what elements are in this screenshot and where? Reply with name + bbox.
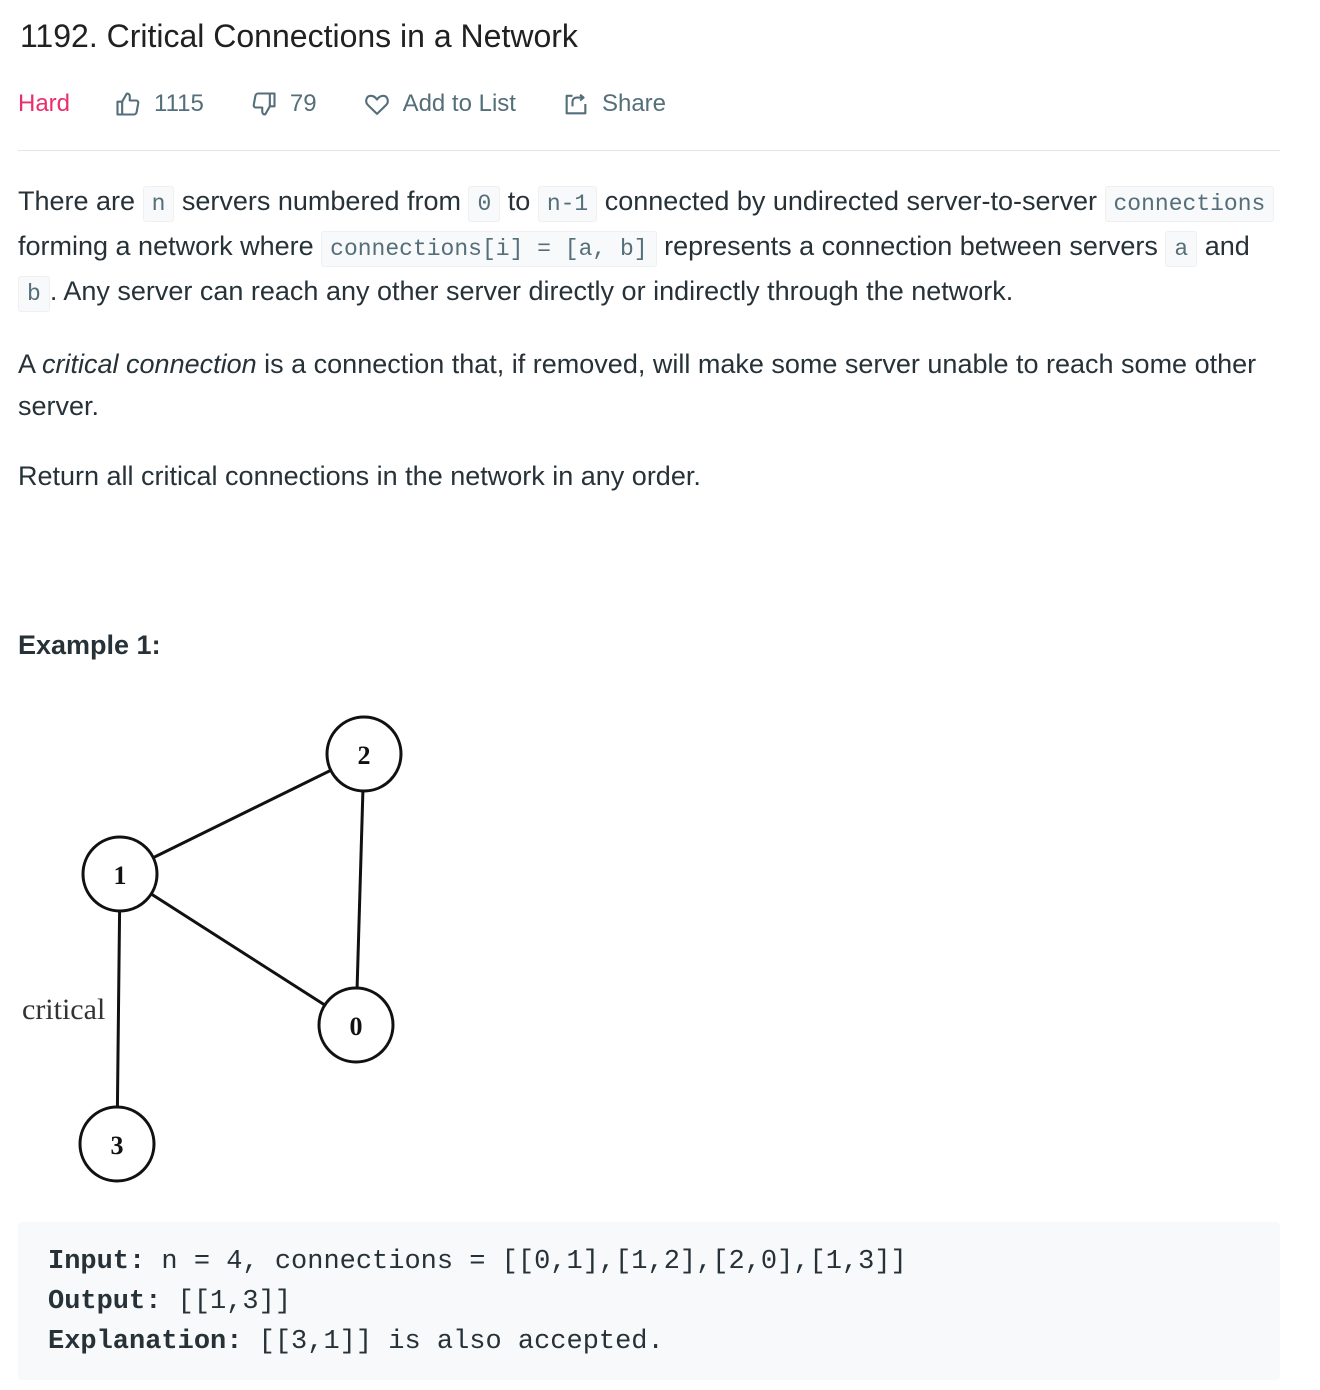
code-zero: 0 [468, 186, 500, 222]
example-io-box [18, 1222, 1280, 1380]
add-to-list-button[interactable] [363, 90, 516, 118]
node-1 [83, 837, 157, 911]
difficulty-badge: Hard [18, 90, 71, 117]
add-to-list-label: Add to List [402, 90, 516, 117]
share-icon [562, 90, 590, 118]
problem-meta-bar [18, 86, 712, 122]
critical-edge-label: critical [22, 993, 106, 1026]
dislike-button[interactable] [250, 90, 317, 118]
code-n: n [143, 186, 175, 222]
code-a: a [1165, 231, 1197, 267]
edge-1-3 [117, 874, 120, 1144]
heart-icon [363, 90, 391, 118]
explanation-label: Explanation: [48, 1327, 243, 1357]
description-paragraph-1: There are n servers numbered from 0 to n-1 connected by undirected server-to-server connections forming a network where connections[i] = [a, b] represents a connection between servers a and b . Any server can reach any other server directly or indirectly through the network. [18, 180, 1280, 315]
dislike-count: 79 [289, 90, 317, 117]
example-title: Example 1: [18, 630, 161, 660]
output-label: Output: [48, 1287, 162, 1317]
svg-text:2: 2 [357, 741, 371, 770]
explanation-value: [[3,1]] is also accepted. [242, 1327, 664, 1357]
thumbs-down-icon [250, 90, 278, 118]
node-2 [327, 717, 401, 791]
edge-1-0 [120, 874, 356, 1025]
node-0 [319, 988, 393, 1062]
code-b: b [18, 276, 50, 312]
node-3 [80, 1107, 154, 1181]
code-n-minus-1: n-1 [538, 186, 597, 222]
problem-description [18, 180, 1280, 525]
network-graph [0, 700, 440, 1200]
code-connections: connections [1105, 186, 1275, 222]
description-paragraph-3: Return all critical connections in the network in any order. [18, 461, 701, 491]
like-button[interactable] [114, 90, 204, 118]
edge-2-0 [356, 754, 364, 1025]
svg-text:3: 3 [110, 1131, 124, 1160]
header-divider [18, 150, 1280, 151]
critical-connection-term: critical connection [42, 349, 257, 379]
thumbs-up-icon [114, 90, 142, 118]
input-label: Input: [48, 1247, 146, 1277]
share-label: Share [601, 90, 667, 117]
svg-text:0: 0 [349, 1012, 363, 1041]
code-connections-i: connections[i] = [a, b] [321, 231, 656, 267]
problem-title: 1192. Critical Connections in a Network [20, 18, 578, 54]
like-count: 1115 [154, 90, 204, 117]
edge-1-2 [120, 754, 364, 874]
description-paragraph-2: A critical connection is a connection that, if removed, will make some server unable to reach some other server. [18, 349, 1257, 421]
input-value: n = 4, connections = [[0,1],[1,2],[2,0],[1,3]] [145, 1247, 907, 1277]
share-button[interactable] [562, 90, 666, 118]
svg-text:1: 1 [113, 861, 127, 890]
output-value: [[1,3]] [161, 1287, 292, 1317]
